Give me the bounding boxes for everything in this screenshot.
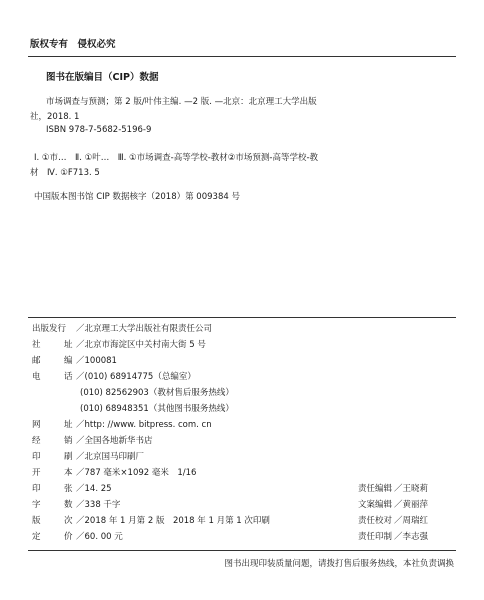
- edition-value: ／2018 年 1 月第 2 版 2018 年 1 月第 1 次印刷: [76, 516, 270, 526]
- staff-copy-editor-label: 文案编辑: [358, 500, 393, 510]
- phone-line-3: (010) 68948351（其他图书服务热线）: [80, 404, 234, 414]
- postcode-value: ／100081: [76, 356, 117, 366]
- distributor-label-1: 经: [32, 436, 41, 446]
- price-value: ／60. 00 元: [76, 532, 123, 542]
- postcode-label-1: 邮: [32, 356, 41, 366]
- format-label-2: 本: [64, 468, 73, 478]
- quality-notice: 图书出现印装质量问题，请拨打售后服务热线，本社负责调换: [224, 559, 454, 569]
- staff-proofreader-label: 责任校对: [358, 516, 393, 526]
- postcode-label-2: 编: [64, 356, 73, 366]
- website-label-2: 址: [64, 420, 73, 430]
- phone-label-1: 电: [32, 372, 41, 382]
- publisher-label: 出版发行: [32, 324, 67, 334]
- middle-divider: [28, 317, 456, 318]
- cip-isbn: ISBN 978-7-5682-5196-9: [46, 125, 152, 135]
- distributor-value: ／全国各地新华书店: [76, 436, 153, 446]
- sheets-label-2: 张: [64, 484, 73, 494]
- format-label-1: 开: [32, 468, 41, 478]
- format-value: ／787 毫米×1092 毫米 1/16: [76, 468, 197, 478]
- cip-classification-1: Ⅰ. ①市… Ⅱ. ①叶… Ⅲ. ①市场调查-高等学校-教材②市场预测-高等学校-教: [34, 153, 319, 163]
- distributor-label-2: 销: [64, 436, 73, 446]
- cip-line-1: 市场调查与预测；第 2 版/叶伟主编. —2 版. —北京：北京理工大学出版: [46, 97, 317, 107]
- cip-core-number: 中国版本图书馆 CIP 数据核字（2018）第 009384 号: [34, 192, 240, 202]
- edition-label-2: 次: [64, 516, 73, 526]
- address-label-1: 社: [32, 340, 41, 350]
- price-label-1: 定: [32, 532, 41, 542]
- website-value: ／http: //www. bitpress. com. cn: [76, 420, 212, 430]
- copyright-notice: 版权专有 侵权必究: [30, 39, 116, 50]
- publisher-value: ／北京理工大学出版社有限责任公司: [76, 324, 213, 334]
- phone-line-2: (010) 82562903（教材售后服务热线）: [80, 388, 234, 398]
- website-label-1: 网: [32, 420, 41, 430]
- phone-label-2: 话: [64, 372, 73, 382]
- sheets-label-1: 印: [32, 484, 41, 494]
- cip-line-2: 社，2018. 1: [30, 112, 80, 122]
- bottom-divider: [28, 550, 456, 551]
- phone-line-1: ／(010) 68914775（总编室）: [76, 372, 196, 382]
- staff-proofreader-value: ／周瑞红: [394, 516, 429, 526]
- staff-print-supervisor-value: ／李志强: [394, 532, 429, 542]
- words-label-1: 字: [32, 500, 41, 510]
- words-label-2: 数: [64, 500, 73, 510]
- printer-label-2: 刷: [64, 452, 73, 462]
- edition-label-1: 版: [32, 516, 41, 526]
- address-value: ／北京市海淀区中关村南大街 5 号: [76, 340, 206, 350]
- cip-title: 图书在版编目（CIP）数据: [46, 72, 159, 83]
- staff-editor-label: 责任编辑: [358, 484, 393, 494]
- staff-print-supervisor-label: 责任印制: [358, 532, 393, 542]
- staff-copy-editor-value: ／黄丽萍: [394, 500, 429, 510]
- cip-classification-2: 材 Ⅳ. ①F713. 5: [30, 168, 100, 178]
- printer-label-1: 印: [32, 452, 41, 462]
- price-label-2: 价: [64, 532, 73, 542]
- printer-value: ／北京国马印刷厂: [76, 452, 145, 462]
- address-label-2: 址: [64, 340, 73, 350]
- words-value: ／338 千字: [76, 500, 121, 510]
- top-divider: [28, 56, 456, 57]
- sheets-value: ／14. 25: [76, 484, 112, 494]
- staff-editor-value: ／王晓莉: [394, 484, 429, 494]
